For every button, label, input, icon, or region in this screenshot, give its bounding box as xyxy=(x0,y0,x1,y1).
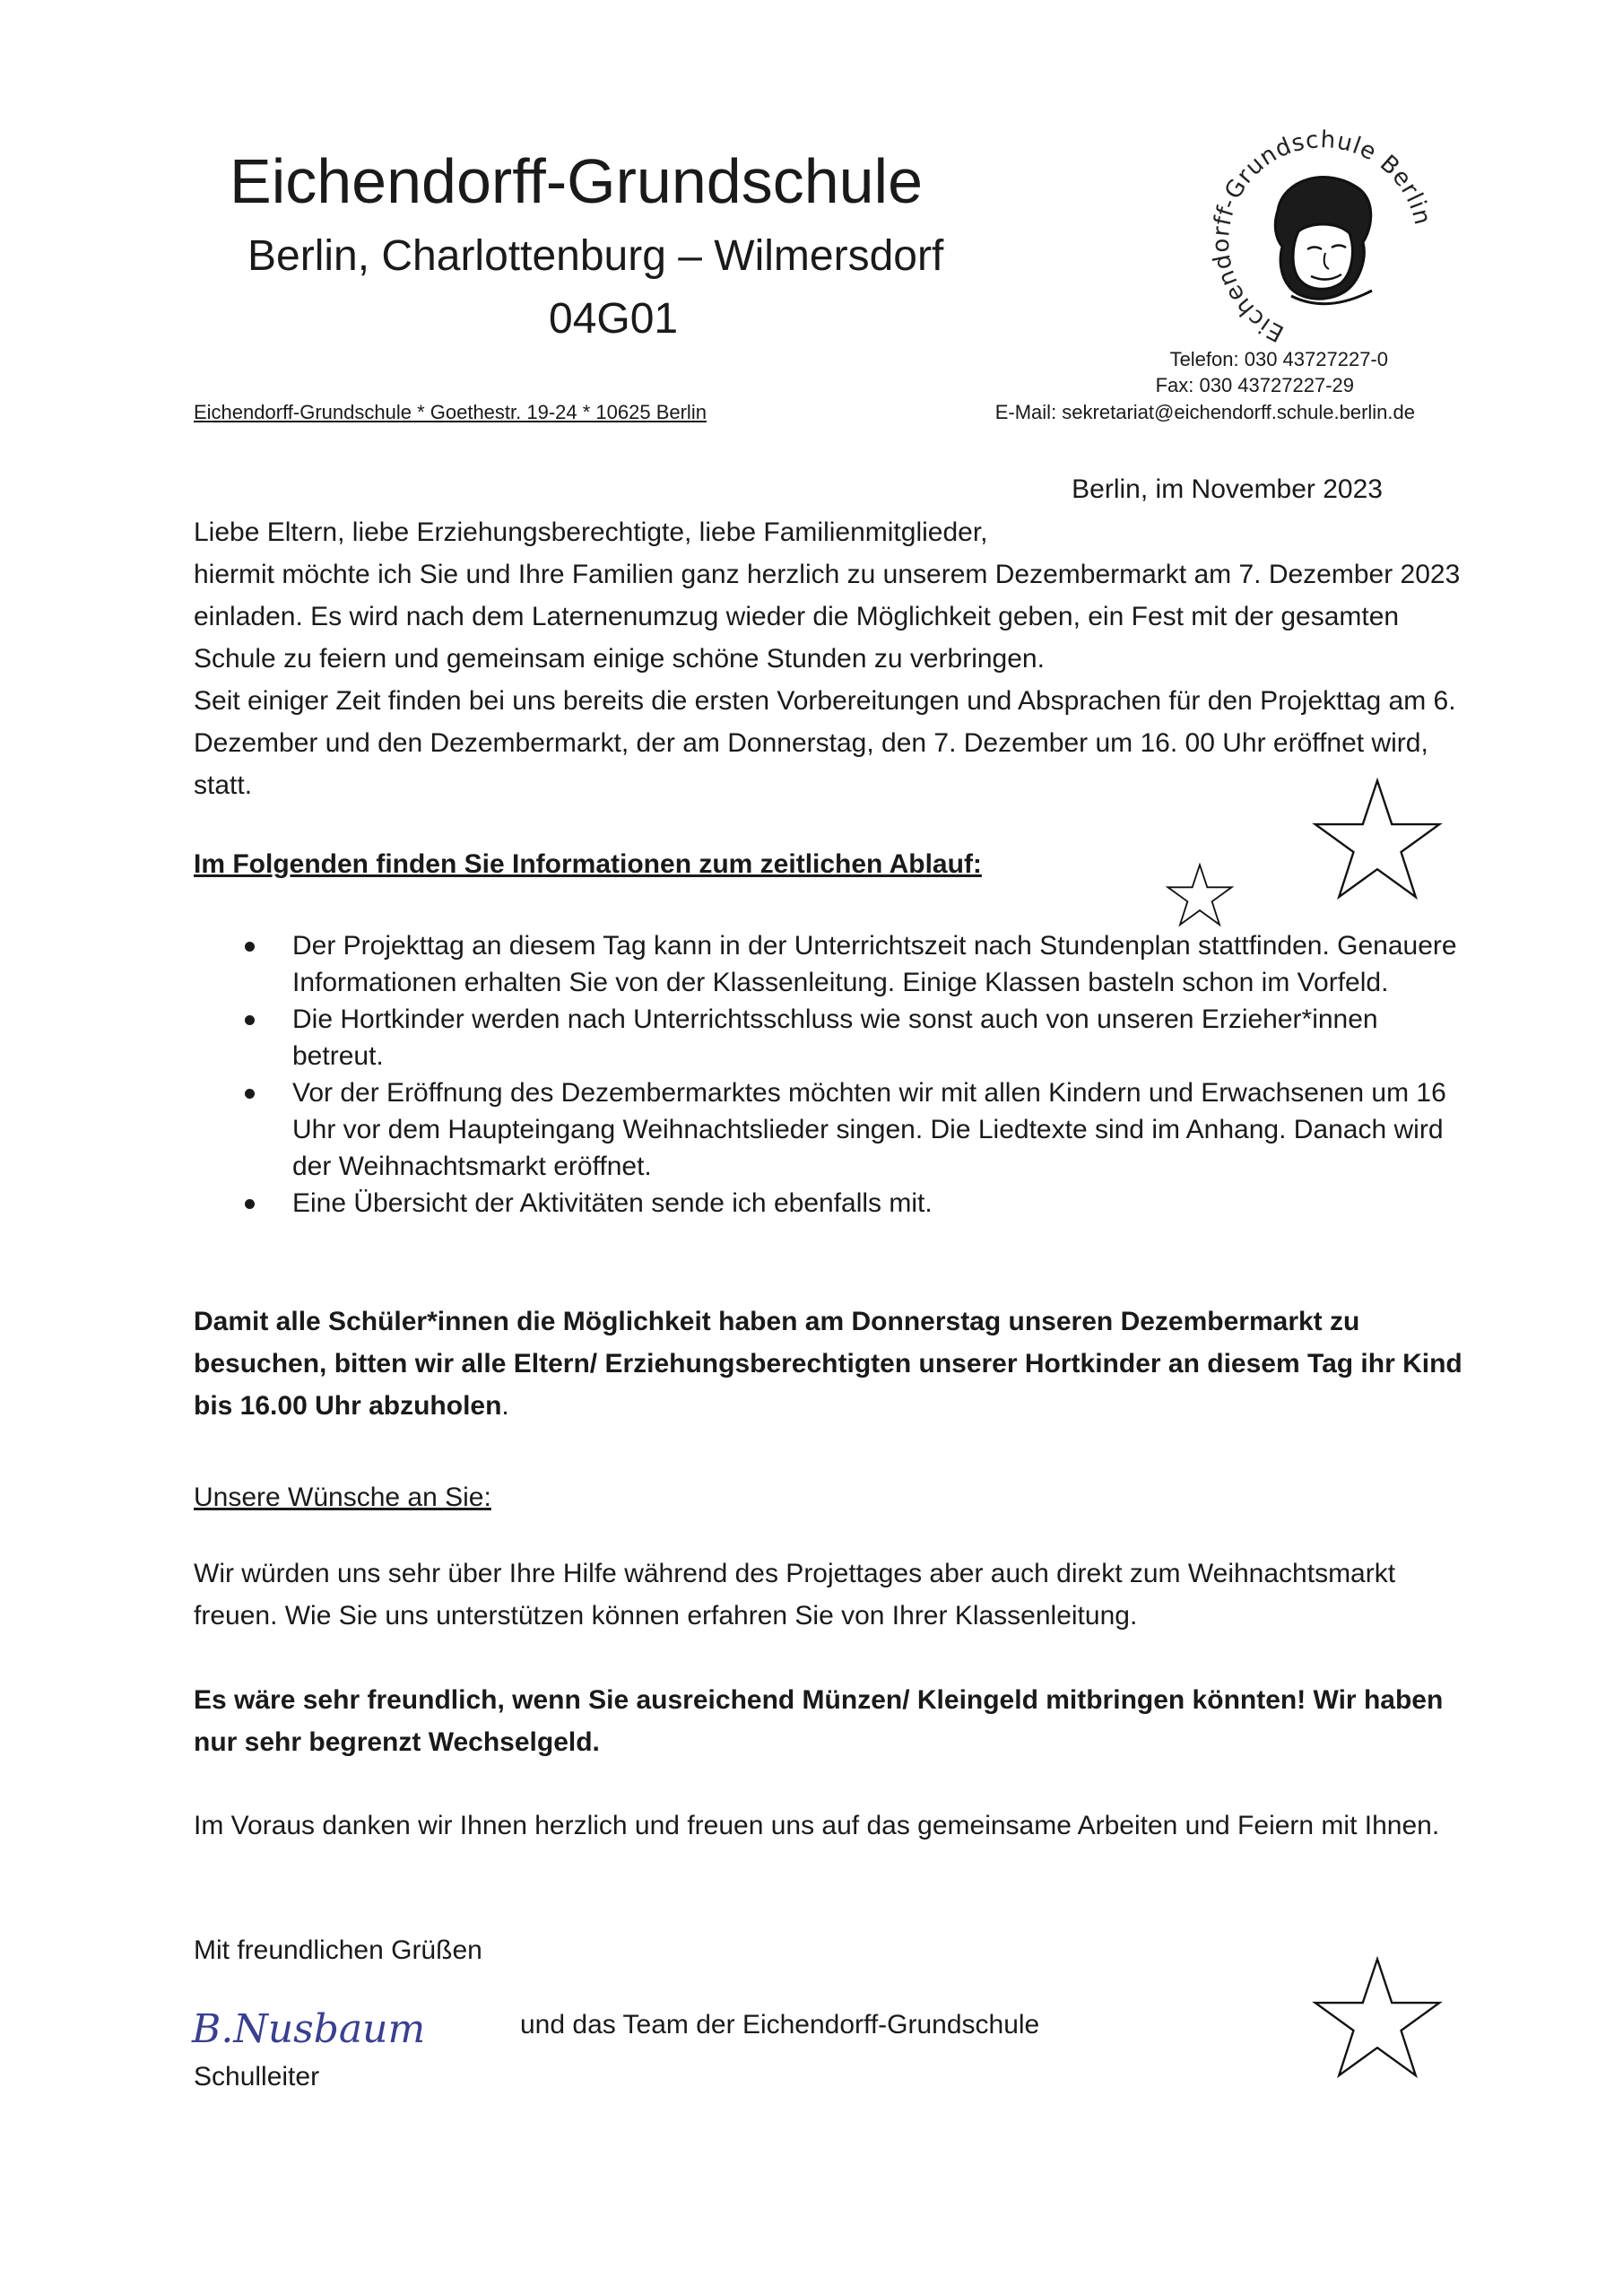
phone-number: Telefon: 030 43727227-0 xyxy=(1169,348,1388,370)
schedule-heading: Im Folgenden finden Sie Informationen zum zeitlichen Ablauf: xyxy=(194,849,982,879)
letter-date: Berlin, im November 2023 xyxy=(1072,474,1383,504)
list-item: Eine Übersicht der Aktivitäten sende ich ebenfalls mit. xyxy=(194,1185,1476,1222)
wishes-heading: Unsere Wünsche an Sie: xyxy=(194,1483,491,1512)
school-name: Eichendorff-Grundschule xyxy=(230,146,924,216)
closing: Mit freundlichen Grüßen xyxy=(194,1935,482,1965)
list-item: Die Hortkinder werden nach Unterrichtsschluss wie sonst auch von unseren Erzieher*innen betreut. xyxy=(194,1001,1476,1074)
school-district: Berlin, Charlottenburg – Wilmersdorf xyxy=(247,232,944,280)
pickup-notice-period: . xyxy=(501,1391,509,1421)
email-address: E-Mail: sekretariat@eichendorff.schule.berlin.de xyxy=(994,401,1415,423)
signature xyxy=(187,1996,464,2058)
intro-text: hiermit möchte ich Sie und Ihre Familien ganz herzlich zu unserem Dezembermarkt am 7. Dezember 2023 einladen. Es wird nach dem Laternenumzug wieder die Möglichkeit geben, ein Fest mit der gesamten Schule zu feiern und gemeinsam einige schöne Stunden zu verbringen. xyxy=(194,560,1461,674)
portrait-icon xyxy=(1275,178,1372,304)
school-code: 04G01 xyxy=(549,295,679,343)
star-icon xyxy=(1159,863,1241,927)
signature-text: B.Nusbaum xyxy=(192,2006,426,2052)
team-line: und das Team der Eichendorff-Grundschule xyxy=(520,2010,1040,2039)
list-item: Vor der Eröffnung des Dezembermarktes möchten wir mit allen Kindern und Erwachsenen um 16 Uhr vor dem Haupteingang Weihnachtslieder singen. Die Liedtexte sind im Anhang. Danach wird der Weihnachtsmarkt eröffnet. xyxy=(194,1074,1476,1185)
pickup-notice xyxy=(194,1300,1476,1427)
schedule-list xyxy=(194,927,1476,1222)
intro-paragraph xyxy=(194,553,1476,806)
coins-notice: Es wäre sehr freundlich, wenn Sie ausreichend Münzen/ Kleingeld mitbringen könnten! Wir haben nur sehr begrenzt Wechselgeld. xyxy=(194,1685,1444,1757)
sender-address-line: Eichendorff-Grundschule * Goethestr. 19-24 * 10625 Berlin xyxy=(194,401,707,423)
logo-text: Eichendorff-Grundschule Berlin xyxy=(1207,126,1436,347)
fax-number: Fax: 030 43727227-29 xyxy=(1155,374,1354,396)
star-icon xyxy=(1298,1955,1456,2081)
school-logo xyxy=(1193,126,1453,359)
thanks-paragraph: Im Voraus danken wir Ihnen herzlich und freuen uns auf das gemeinsame Arbeiten und Feiern mit Ihnen. xyxy=(194,1811,1440,1840)
signer-role: Schulleiter xyxy=(194,2062,320,2092)
star-icon xyxy=(1298,777,1456,902)
help-paragraph: Wir würden uns sehr über Ihre Hilfe während des Projettages aber auch direkt zum Weihnachtsmarkt freuen. Wie Sie uns unterstützen können erfahren Sie von Ihrer Klassenleitung. xyxy=(194,1559,1396,1631)
intro-text-2: Seit einiger Zeit finden bei uns bereits die ersten Vorbereitungen und Absprachen für den Projekttag am 6. Dezember und den Dezembermarkt, der am Donnerstag, den 7. Dezember um 16. 00 Uhr eröffnet wird, statt. xyxy=(194,686,1456,800)
pickup-notice-text: Damit alle Schüler*innen die Möglichkeit haben am Donnerstag unseren Dezembermarkt zu besuchen, bitten wir alle Eltern/ Erziehungsberechtigten unserer Hortkinder an diesem Tag ihr Kind bis 16.00 Uhr abzuholen xyxy=(194,1307,1462,1421)
greeting: Liebe Eltern, liebe Erziehungsberechtigte, liebe Familienmitglieder, xyxy=(194,517,988,547)
list-item: Der Projekttag an diesem Tag kann in der Unterrichtszeit nach Stundenplan stattfinden. Genauere Informationen erhalten Sie von der Klassenleitung. Einige Klassen basteln schon im Vorfeld. xyxy=(194,927,1476,1001)
